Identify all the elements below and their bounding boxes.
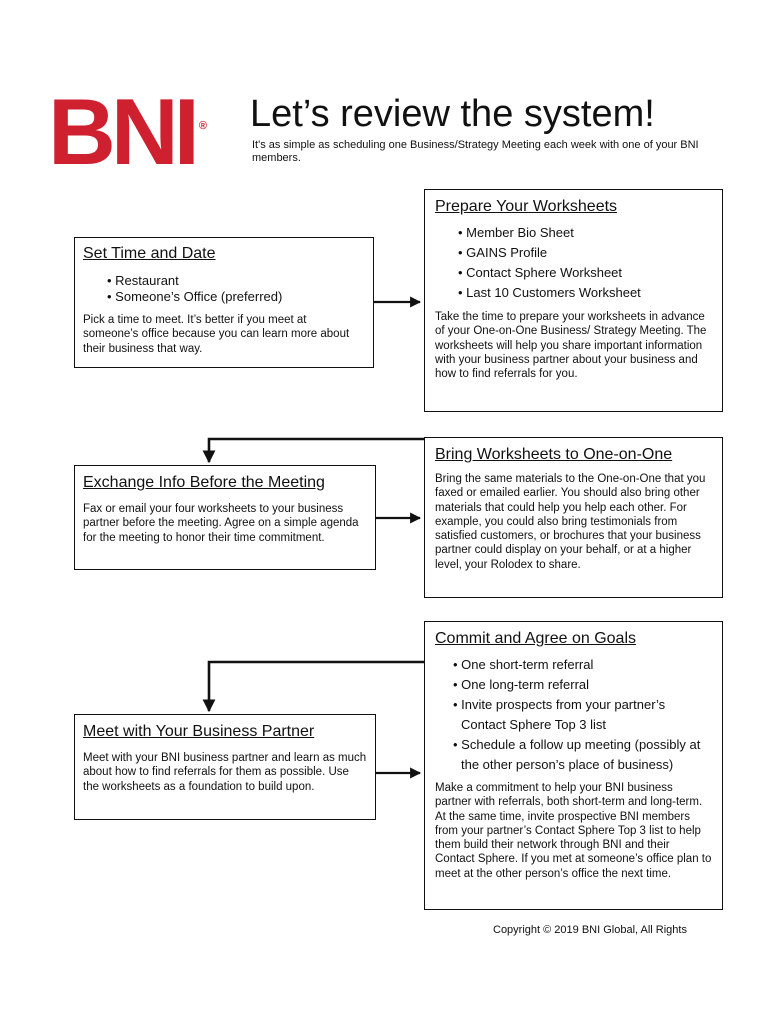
step-meet-text: Meet with your BNI business partner and learn as much about how to find referrals for them as possible. Use the worksheets as a foundation to build upon. <box>83 752 367 793</box>
step-set-time-box <box>74 237 374 368</box>
step-set-time-heading: Set Time and Date <box>83 245 216 262</box>
list-item: • Schedule a follow up meeting (possibly at the other person’s place of business) <box>453 735 712 775</box>
list-item: • One short-term referral <box>453 655 712 675</box>
logo-text: BNI <box>48 79 195 184</box>
list-item: • GAINS Profile <box>458 243 712 263</box>
list-item: • Contact Sphere Worksheet <box>458 263 712 283</box>
step-bring-heading: Bring Worksheets to One-on-One <box>435 446 673 463</box>
list-item: • One long-term referral <box>453 675 712 695</box>
registered-mark: ® <box>198 120 207 132</box>
step-prepare-heading: Prepare Your Worksheets <box>435 198 618 215</box>
step-exchange-text: Fax or email your four worksheets to your business partner before the meeting. Agree on a simple agenda for the meeting to honor their time commitment. <box>83 503 359 544</box>
arrow-prepare-to-exchange <box>209 439 424 462</box>
page-title: Let’s review the system! <box>250 93 655 135</box>
step-commit-heading: Commit and Agree on Goals <box>435 630 636 647</box>
list-item: • Last 10 Customers Worksheet <box>458 283 712 303</box>
step-commit-text: Make a commitment to help your BNI business partner with referrals, both short-term and long-term. At the same time, invite prospective BNI members from your partner’s Contact Sphere Top 3 list to help them build their network through BNI and their Contact Sphere. If you met at someone’s office plan to meet at the other person’s office the next time. <box>435 782 712 880</box>
step-meet-heading: Meet with Your Business Partner <box>83 723 315 740</box>
step-bring-text: Bring the same materials to the One-on-One that you faxed or emailed earlier. You should also bring other materials that could help you help each other. For example, you could also bring testimonials from satisfied customers, or brochures that your business partner could display on your behalf, or at a higher level, your Rolodex to share. <box>435 473 706 571</box>
list-item: • Invite prospects from your partner’s Contact Sphere Top 3 list <box>453 695 712 735</box>
list-item: • Member Bio Sheet <box>458 223 712 243</box>
step-commit-box <box>424 621 723 910</box>
step-set-time-text: Pick a time to meet. It’s better if you meet at someone’s office because you can learn more about their business that way. <box>83 314 350 355</box>
copyright-text: Copyright © 2019 BNI Global, All Rights <box>493 924 687 936</box>
step-prepare-box <box>424 189 723 412</box>
step-prepare-bullets <box>458 223 712 303</box>
step-bring-box <box>424 437 723 598</box>
step-exchange-heading: Exchange Info Before the Meeting <box>83 474 325 491</box>
step-prepare-text: Take the time to prepare your worksheets in advance of your One-on-One Business/ Strategy Meeting. The worksheets will help you share important information with your business partner about your business and how to find referrals for you. <box>435 311 707 381</box>
list-item: • Restaurant <box>107 273 365 289</box>
step-meet-box <box>74 714 376 820</box>
step-commit-bullets <box>453 655 712 775</box>
step-exchange-box <box>74 465 376 570</box>
arrow-bring-to-meet <box>209 662 424 711</box>
step-set-time-bullets <box>107 273 365 305</box>
list-item: • Someone’s Office (preferred) <box>107 289 365 305</box>
page-subtitle: It's as simple as scheduling one Business/Strategy Meeting each week with one of your BNI members. <box>252 139 699 164</box>
